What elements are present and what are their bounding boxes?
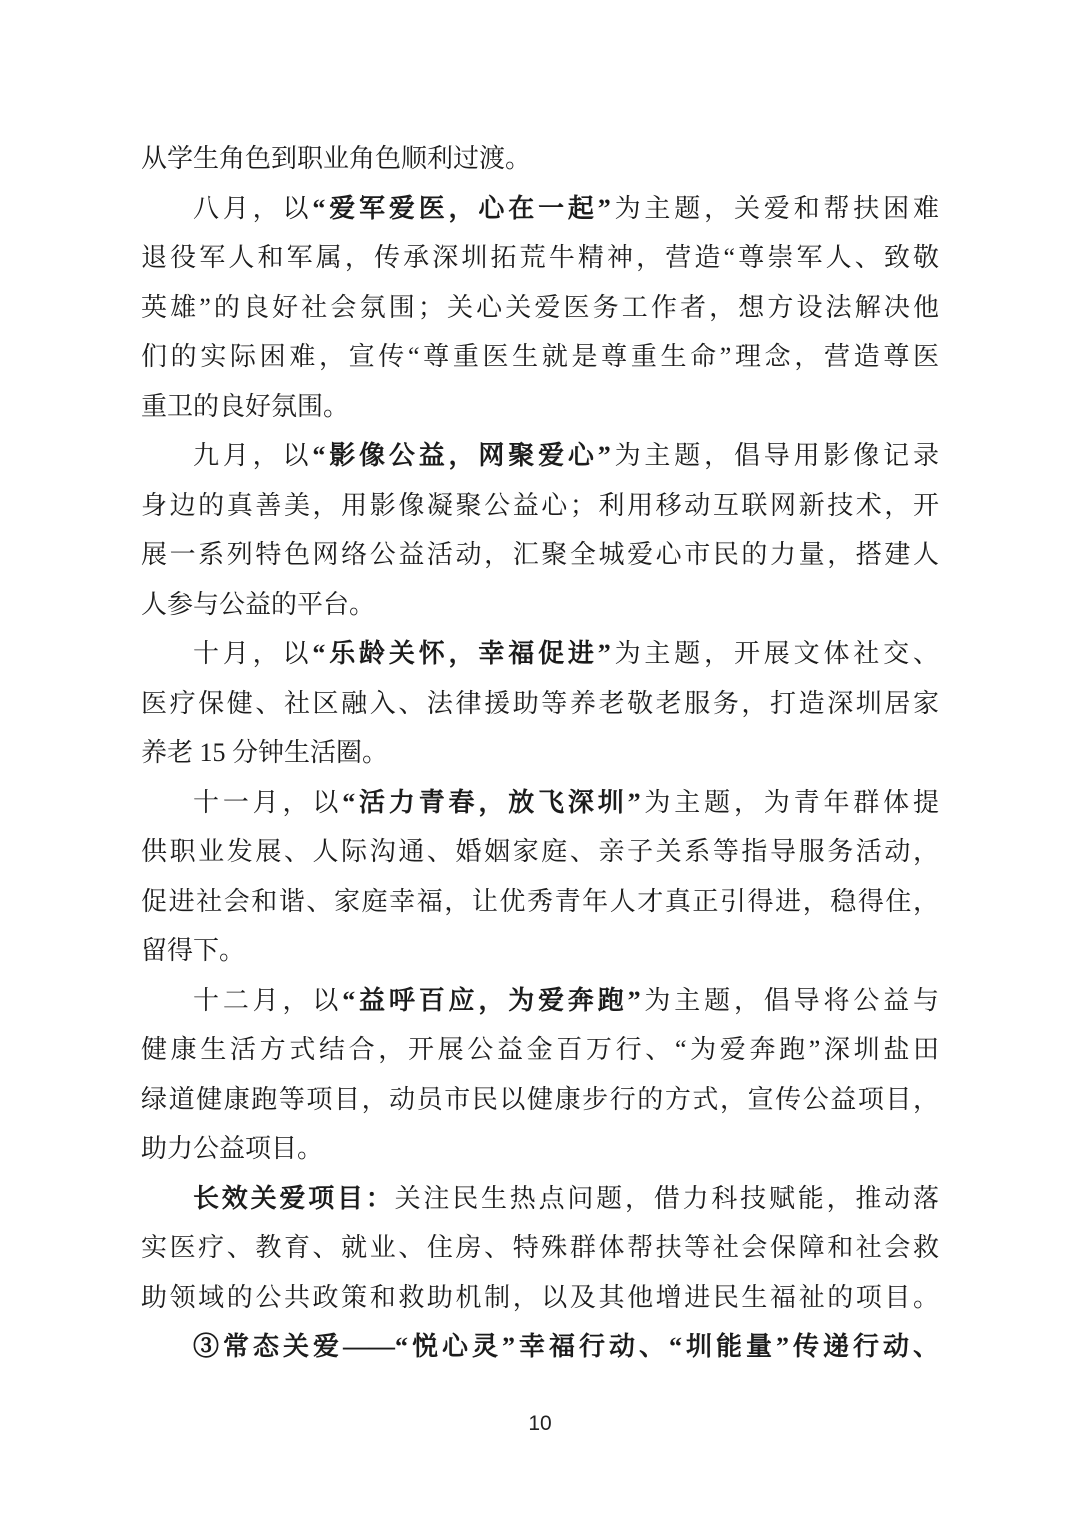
text-run: 为主题，倡导用影像记录 bbox=[610, 441, 939, 470]
text-run: 退役军人和军属，传承深圳拓荒牛精神，营造“尊崇军人、致敬 bbox=[141, 243, 939, 272]
text-run: 重卫的良好氛围。 bbox=[141, 391, 350, 421]
text-line bbox=[141, 728, 939, 778]
text-run: 留得下。 bbox=[141, 936, 246, 965]
theme-title-september: “影像公益，网聚爱心” bbox=[312, 441, 611, 470]
text-line bbox=[141, 1075, 939, 1125]
text-line bbox=[141, 283, 939, 333]
text-run: 健康生活方式结合，开展公益金百万行、“为爱奔跑”深圳盐田 bbox=[141, 1035, 939, 1064]
text-line bbox=[141, 530, 939, 580]
text-line bbox=[141, 134, 939, 184]
text-run: 为主题，为青年群体提 bbox=[640, 787, 939, 817]
text-line bbox=[141, 877, 939, 927]
text-line bbox=[141, 827, 939, 877]
section-label-long-term-care: 长效关爱项目： bbox=[193, 1183, 395, 1213]
text-run: 为主题，倡导将公益与 bbox=[640, 985, 939, 1015]
text-line bbox=[141, 1025, 939, 1075]
text-run: 八月，以 bbox=[193, 193, 313, 223]
heading-regular-care: ③常态关爱——“悦心灵”幸福行动、“圳能量”传递行动、 bbox=[193, 1332, 939, 1361]
text-run: 供职业发展、人际沟通、婚姻家庭、亲子关系等指导服务活动， bbox=[141, 837, 939, 866]
text-run: 展一系列特色网络公益活动，汇聚全城爱心市民的力量，搭建人 bbox=[141, 540, 939, 569]
text-line bbox=[141, 382, 939, 432]
text-line bbox=[141, 926, 939, 976]
text-run: 十一月，以 bbox=[193, 787, 343, 817]
text-run: 实医疗、教育、就业、住房、特殊群体帮扶等社会保障和社会救 bbox=[141, 1233, 939, 1262]
text-line-paragraph-august bbox=[141, 184, 939, 234]
text-run: 助力公益项目。 bbox=[141, 1134, 324, 1163]
text-line bbox=[141, 1273, 939, 1323]
text-line-paragraph-long-term-care bbox=[141, 1174, 939, 1224]
page-body bbox=[141, 134, 939, 1372]
text-line bbox=[141, 580, 939, 630]
text-run: 英雄”的良好社会氛围；关心关爱医务工作者，想方设法解决他 bbox=[141, 292, 939, 322]
text-run: 身边的真善美，用影像凝聚公益心；利用移动互联网新技术，开 bbox=[141, 490, 939, 520]
theme-title-august: “爱军爱医，心在一起” bbox=[312, 193, 611, 223]
text-line bbox=[141, 233, 939, 283]
text-line-paragraph-september bbox=[141, 431, 939, 481]
text-run: 从学生角色到职业角色顺利过渡。 bbox=[141, 144, 532, 173]
text-line-paragraph-october bbox=[141, 629, 939, 679]
theme-title-november: “活力青春，放飞深圳” bbox=[342, 787, 641, 817]
text-run: 人参与公益的平台。 bbox=[141, 589, 376, 619]
text-run: 为主题，开展文体社交、 bbox=[610, 639, 939, 668]
text-line bbox=[141, 1223, 939, 1273]
text-run: 九月，以 bbox=[193, 441, 313, 470]
text-line bbox=[141, 481, 939, 531]
text-run: 医疗保健、社区融入、法律援助等养老敬老服务，打造深圳居家 bbox=[141, 688, 939, 718]
text-run: 们的实际困难，宣传“尊重医生就是尊重生命”理念，营造尊医 bbox=[141, 342, 939, 371]
text-run: 为主题，关爱和帮扶困难 bbox=[610, 193, 939, 223]
text-run: 养老 15 分钟生活圈。 bbox=[141, 738, 389, 767]
text-line-heading-regular-care bbox=[141, 1322, 939, 1372]
page-number: 10 bbox=[528, 1412, 552, 1435]
text-line bbox=[141, 679, 939, 729]
theme-title-october: “乐龄关怀，幸福促进” bbox=[312, 639, 611, 668]
text-run: 十月，以 bbox=[193, 639, 313, 668]
text-run: 关注民生热点问题，借力科技赋能，推动落 bbox=[394, 1183, 939, 1213]
text-run: 促进社会和谐、家庭幸福，让优秀青年人才真正引得进，稳得住， bbox=[141, 886, 939, 916]
text-line bbox=[141, 332, 939, 382]
text-line bbox=[141, 1124, 939, 1174]
text-line-paragraph-december bbox=[141, 976, 939, 1026]
text-run: 十二月，以 bbox=[193, 985, 343, 1015]
text-line-paragraph-november bbox=[141, 778, 939, 828]
text-run: 助领域的公共政策和救助机制，以及其他增进民生福祉的项目。 bbox=[141, 1282, 939, 1312]
text-run: 绿道健康跑等项目，动员市民以健康步行的方式，宣传公益项目， bbox=[141, 1084, 939, 1114]
theme-title-december: “益呼百应，为爱奔跑” bbox=[342, 985, 641, 1015]
